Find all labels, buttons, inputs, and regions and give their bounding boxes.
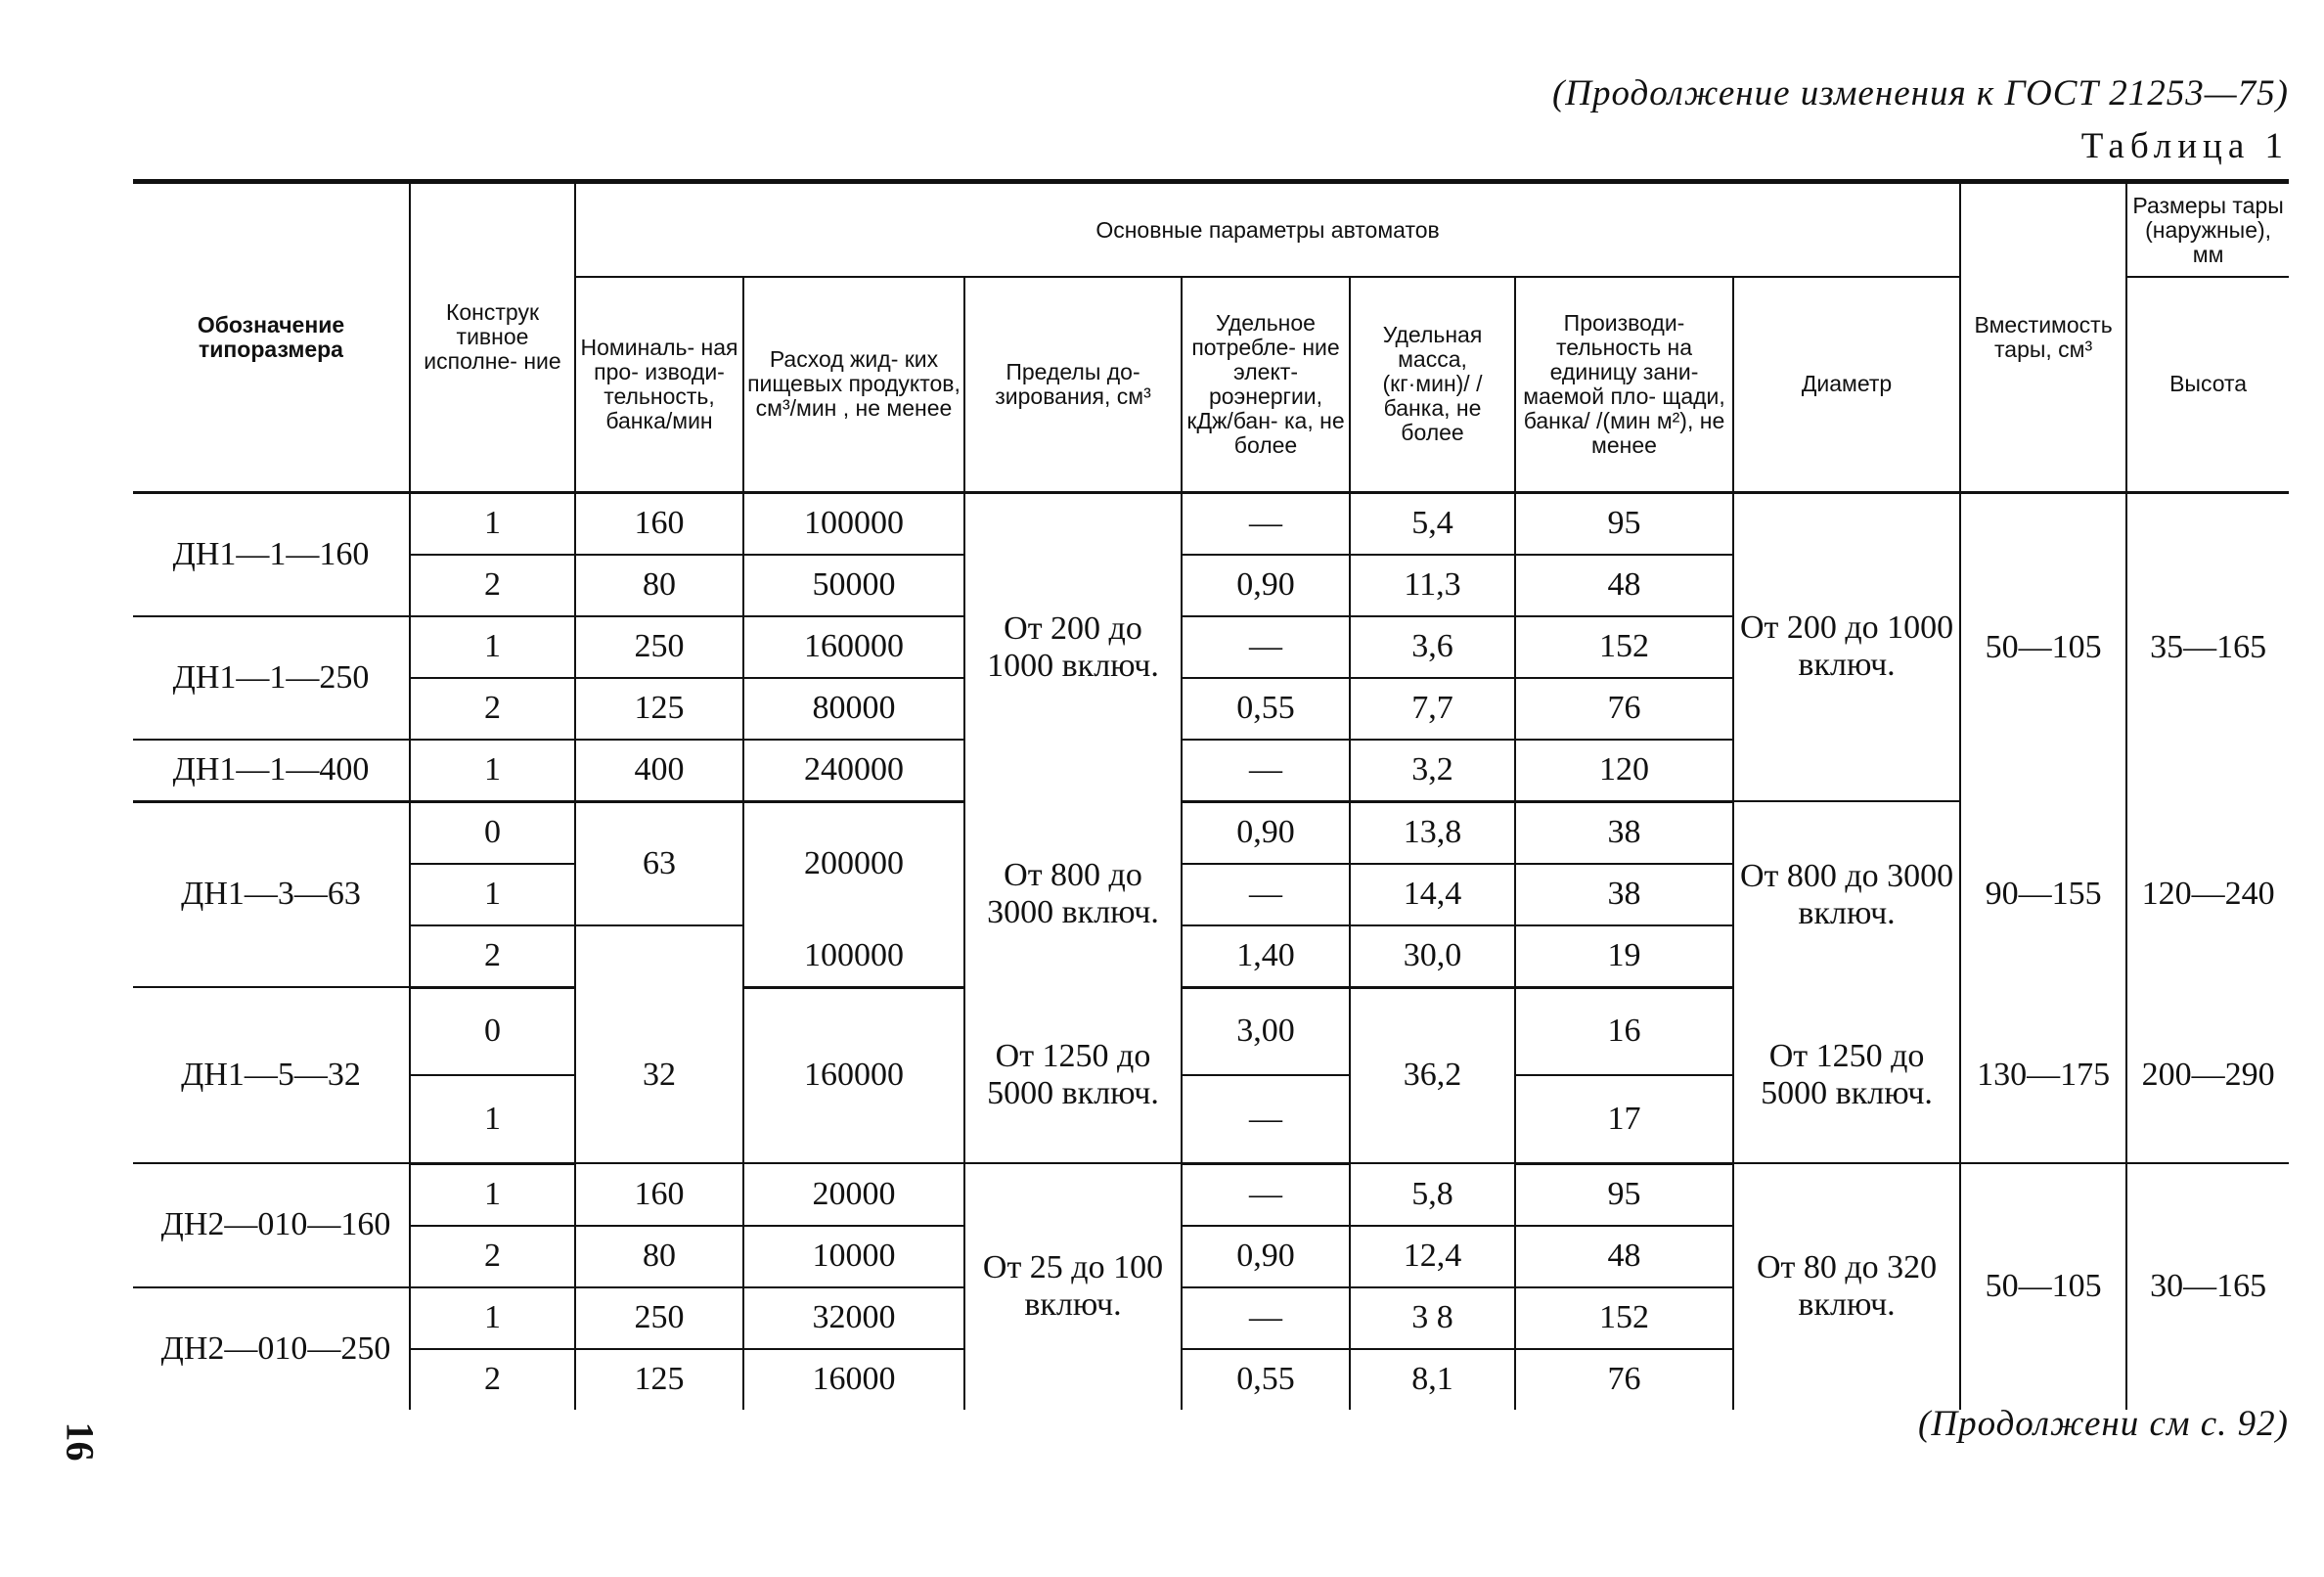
table-row — [133, 801, 2289, 864]
page-number: 16 — [58, 1421, 103, 1462]
height-cell: 200—290 — [2126, 987, 2289, 1163]
mass-cell: 36,2 — [1350, 987, 1515, 1163]
design-cell: 1 — [410, 492, 575, 555]
energy-cell: — — [1182, 1287, 1350, 1349]
diameter-cell: 50—105 — [1960, 1163, 2126, 1410]
capacity-cell: 63 — [575, 801, 743, 925]
design-cell: 2 — [410, 555, 575, 616]
energy-cell: 0,55 — [1182, 1349, 1350, 1410]
dosing-cell: От 25 до 100 включ. — [964, 1163, 1182, 1410]
energy-cell: — — [1182, 1075, 1350, 1163]
design-cell: 1 — [410, 616, 575, 678]
col-container-volume: Вместимость тары, см³ — [1960, 182, 2126, 493]
dosing-cell: От 1250 до 5000 включ. — [964, 987, 1182, 1163]
height-cell: 30—165 — [2126, 1163, 2289, 1410]
productivity-cell: 95 — [1515, 1163, 1733, 1226]
flow-cell: 20000 — [743, 1163, 964, 1226]
col-height: Высота — [2126, 277, 2289, 492]
continuation-footer: (Продолжени см с. 92) — [1918, 1404, 2289, 1444]
volume-cell: От 800 до 3000 включ. — [1733, 801, 1960, 987]
height-cell: 120—240 — [2126, 801, 2289, 987]
mass-cell: 11,3 — [1350, 555, 1515, 616]
design-cell: 1 — [410, 1287, 575, 1349]
energy-cell: — — [1182, 740, 1350, 802]
energy-cell: 0,90 — [1182, 801, 1350, 864]
mass-cell: 30,0 — [1350, 925, 1515, 988]
mass-cell: 5,8 — [1350, 1163, 1515, 1226]
gost-table — [133, 179, 2289, 1410]
energy-cell: — — [1182, 616, 1350, 678]
col-main-params: Основные параметры автоматов — [575, 182, 1960, 278]
col-dosing: Пределы до- зирования, см³ — [964, 277, 1182, 492]
flow-cell: 16000 — [743, 1349, 964, 1410]
diameter-cell: 50—105 — [1960, 492, 2126, 801]
energy-cell: 0,90 — [1182, 1226, 1350, 1287]
col-mass: Удельная масса, (кг·мин)/ /банка, не более — [1350, 277, 1515, 492]
col-design: Конструк тивное исполне- ние — [410, 182, 575, 493]
capacity-cell: 250 — [575, 616, 743, 678]
productivity-cell: 76 — [1515, 1349, 1733, 1410]
flow-cell: 160000 — [743, 616, 964, 678]
designation-cell: ДН1—1—400 — [133, 740, 410, 802]
continuation-note: (Продолжение изменения к ГОСТ 21253—75) — [1551, 73, 2289, 113]
energy-cell: 0,55 — [1182, 678, 1350, 740]
productivity-cell: 76 — [1515, 678, 1733, 740]
dosing-cell: От 200 до 1000 включ. — [964, 492, 1182, 801]
energy-cell: — — [1182, 864, 1350, 925]
volume-cell: От 200 до 1000 включ. — [1733, 492, 1960, 801]
mass-cell: 7,7 — [1350, 678, 1515, 740]
mass-cell: 8,1 — [1350, 1349, 1515, 1410]
table-label: Таблица 1 — [2080, 126, 2289, 166]
mass-cell: 12,4 — [1350, 1226, 1515, 1287]
mass-cell: 3,2 — [1350, 740, 1515, 802]
diameter-cell: 130—175 — [1960, 987, 2126, 1163]
designation-cell: ДН2—010—250 — [133, 1287, 410, 1410]
design-cell: 1 — [410, 1075, 575, 1163]
capacity-cell: 125 — [575, 678, 743, 740]
table-row — [133, 987, 2289, 1075]
design-cell: 0 — [410, 801, 575, 864]
flow-cell: 10000 — [743, 1226, 964, 1287]
design-cell: 2 — [410, 925, 575, 988]
table-row — [133, 492, 2289, 555]
productivity-cell: 19 — [1515, 925, 1733, 988]
height-cell: 35—165 — [2126, 492, 2289, 801]
productivity-cell: 17 — [1515, 1075, 1733, 1163]
col-designation: Обозначение типоразмера — [133, 182, 410, 493]
flow-cell: 100000 — [743, 925, 964, 988]
productivity-cell: 95 — [1515, 492, 1733, 555]
designation-cell: ДН1—1—160 — [133, 492, 410, 616]
table-header — [133, 182, 2289, 493]
col-capacity: Номиналь- ная про- изводи- тельность, банка/мин — [575, 277, 743, 492]
capacity-cell: 400 — [575, 740, 743, 802]
designation-cell: ДН1—5—32 — [133, 987, 410, 1163]
designation-cell: ДН2—010—160 — [133, 1163, 410, 1287]
col-energy: Удельное потребле- ние элект- роэнергии, кДж/бан- ка, не более — [1182, 277, 1350, 492]
energy-cell: — — [1182, 1163, 1350, 1226]
col-container-size: Размеры тары (наружные), мм — [2126, 182, 2289, 278]
design-cell: 1 — [410, 1163, 575, 1226]
productivity-cell: 152 — [1515, 616, 1733, 678]
dosing-cell: От 800 до 3000 включ. — [964, 801, 1182, 987]
capacity-cell: 80 — [575, 1226, 743, 1287]
designation-cell: ДН1—3—63 — [133, 801, 410, 987]
design-cell: 1 — [410, 864, 575, 925]
diameter-cell: 90—155 — [1960, 801, 2126, 987]
flow-cell: 240000 — [743, 740, 964, 802]
col-diameter: Диаметр — [1733, 277, 1960, 492]
capacity-cell: 160 — [575, 1163, 743, 1226]
flow-cell: 160000 — [743, 987, 964, 1163]
productivity-cell: 48 — [1515, 555, 1733, 616]
productivity-cell: 38 — [1515, 801, 1733, 864]
capacity-cell: 80 — [575, 555, 743, 616]
table-body — [133, 492, 2289, 1410]
productivity-cell: 120 — [1515, 740, 1733, 802]
design-cell: 1 — [410, 740, 575, 802]
flow-cell: 80000 — [743, 678, 964, 740]
col-productivity-area: Производи- тельность на единицу зани- маемой пло- щади, банка/ /(мин м²), не менее — [1515, 277, 1733, 492]
capacity-cell: 32 — [575, 987, 743, 1163]
mass-cell: 3 8 — [1350, 1287, 1515, 1349]
designation-cell: ДН1—1—250 — [133, 616, 410, 740]
table-row — [133, 1163, 2289, 1226]
mass-cell: 5,4 — [1350, 492, 1515, 555]
energy-cell: 3,00 — [1182, 987, 1350, 1075]
flow-cell: 50000 — [743, 555, 964, 616]
energy-cell: — — [1182, 492, 1350, 555]
volume-cell: От 1250 до 5000 включ. — [1733, 987, 1960, 1163]
volume-cell: От 80 до 320 включ. — [1733, 1163, 1960, 1410]
gost-table-container — [133, 179, 2289, 1410]
energy-cell: 1,40 — [1182, 925, 1350, 988]
design-cell: 2 — [410, 678, 575, 740]
design-cell: 0 — [410, 987, 575, 1075]
col-liquid-flow: Расход жид- ких пищевых продуктов, см³/мин , не менее — [743, 277, 964, 492]
productivity-cell: 16 — [1515, 987, 1733, 1075]
productivity-cell: 48 — [1515, 1226, 1733, 1287]
energy-cell: 0,90 — [1182, 555, 1350, 616]
productivity-cell: 152 — [1515, 1287, 1733, 1349]
capacity-cell: 250 — [575, 1287, 743, 1349]
capacity-cell-empty — [575, 925, 743, 988]
mass-cell: 3,6 — [1350, 616, 1515, 678]
design-cell: 2 — [410, 1226, 575, 1287]
flow-cell: 32000 — [743, 1287, 964, 1349]
mass-cell: 14,4 — [1350, 864, 1515, 925]
flow-cell: 200000 — [743, 801, 964, 925]
mass-cell: 13,8 — [1350, 801, 1515, 864]
capacity-cell: 160 — [575, 492, 743, 555]
design-cell: 2 — [410, 1349, 575, 1410]
capacity-cell: 125 — [575, 1349, 743, 1410]
flow-cell: 100000 — [743, 492, 964, 555]
productivity-cell: 38 — [1515, 864, 1733, 925]
